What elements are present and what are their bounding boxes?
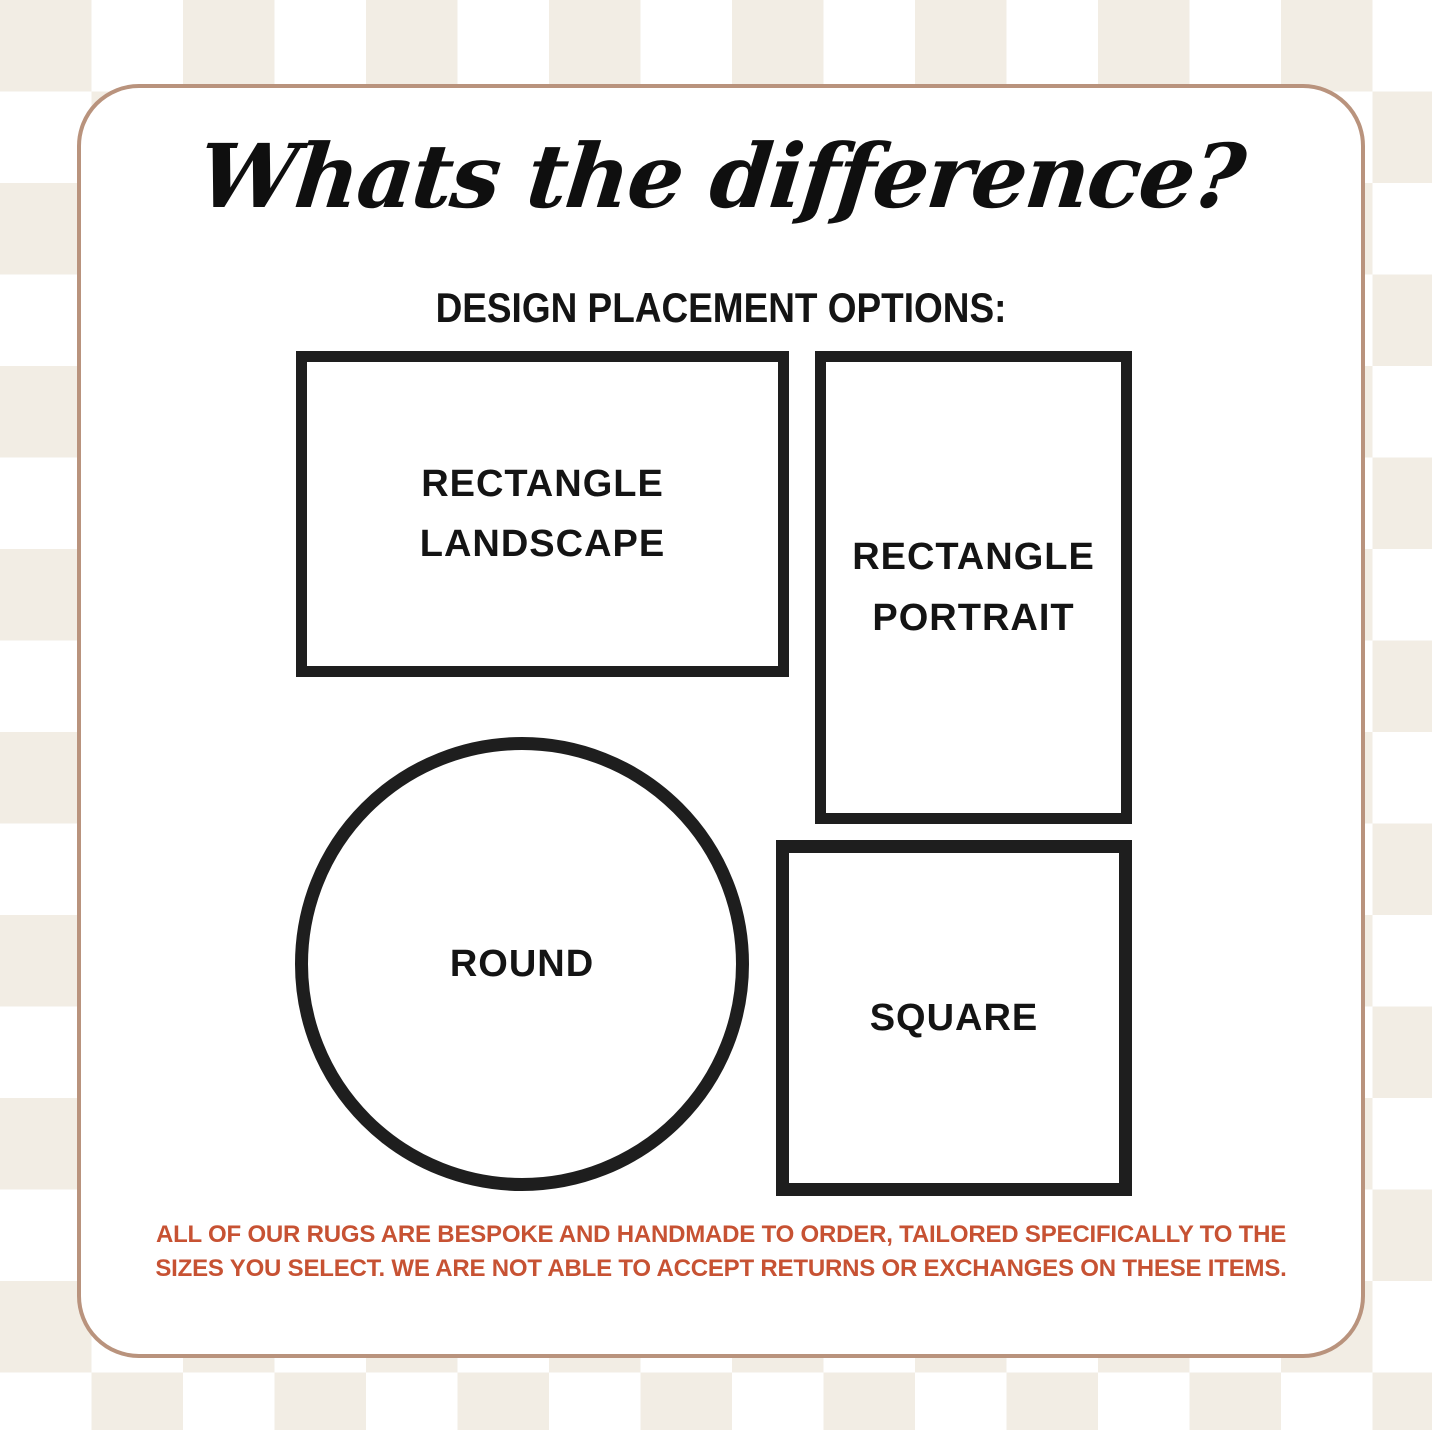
rectangle-portrait-label-line1: RECTANGLE <box>852 536 1095 579</box>
square-shape <box>776 840 1132 1196</box>
round-label: ROUND <box>449 942 595 985</box>
disclaimer-text <box>81 1218 1361 1286</box>
disclaimer-line2: SIZES YOU SELECT. WE ARE NOT ABLE TO ACCEPT RETURNS OR EXCHANGES ON THESE ITEMS. <box>155 1255 1287 1282</box>
square-label: SQUARE <box>869 996 1039 1039</box>
rectangle-portrait-shape <box>815 351 1132 824</box>
round-shape <box>295 737 749 1191</box>
rectangle-landscape-label <box>420 454 665 574</box>
info-card <box>77 84 1365 1358</box>
section-subtitle: DESIGN PLACEMENT OPTIONS: <box>435 284 1007 331</box>
rectangle-landscape-label-line2: LANDSCAPE <box>419 523 666 565</box>
rectangle-landscape-label-line1: RECTANGLE <box>421 462 664 505</box>
rectangle-landscape-shape <box>296 351 789 677</box>
page-title: Whats the difference? <box>193 124 1249 228</box>
rectangle-portrait-label <box>852 527 1095 647</box>
rectangle-portrait-label-line2: PORTRAIT <box>872 596 1075 639</box>
disclaimer-line1: ALL OF OUR RUGS ARE BESPOKE AND HANDMADE TO ORDER, TAILORED SPECIFICALLY TO THE <box>155 1221 1287 1248</box>
